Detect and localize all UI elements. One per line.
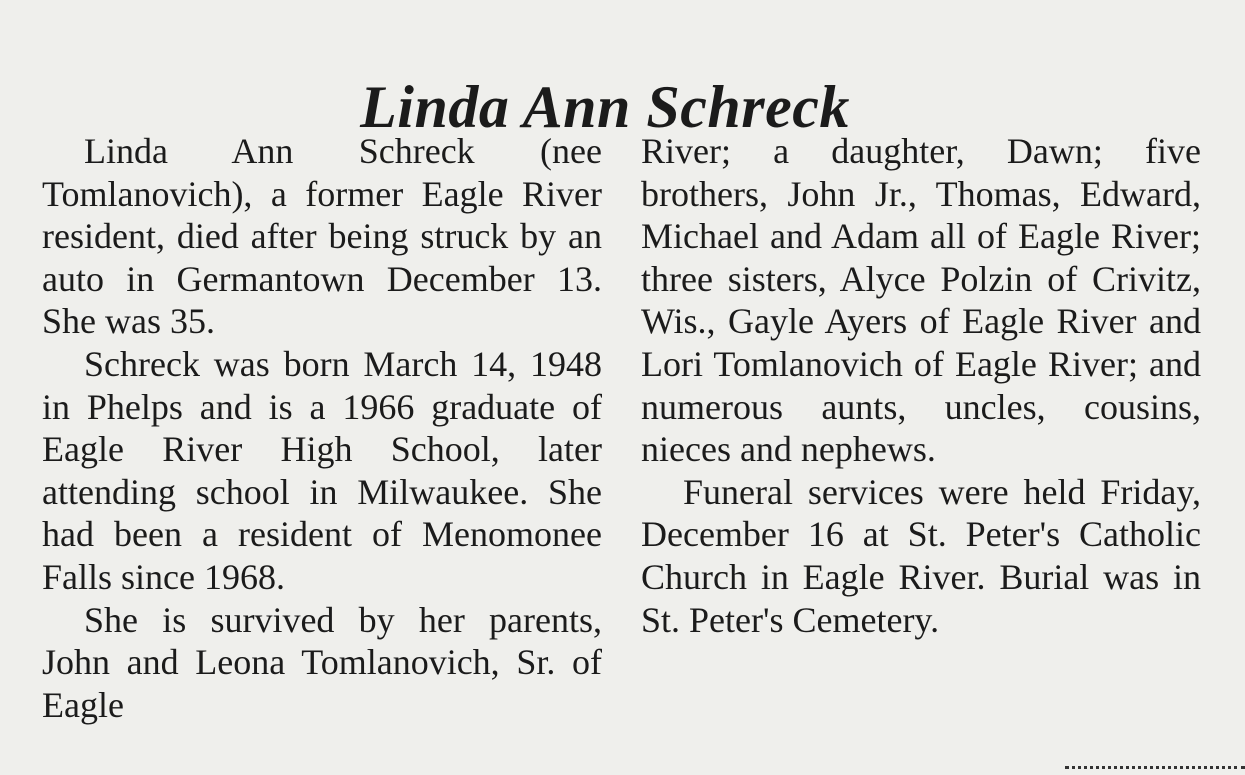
obituary-headline: Linda Ann Schreck [360,74,850,141]
paragraph-survivors-continued: River; a daughter, Dawn; five brothers, John Jr., Thomas, Edward, Michael and Adam all of Eagle River; three sisters, Alyce Polzin of Crivitz, Wis., Gayle Ayers of Eagle River and Lori Tomlanovich of Eagle River; and numerous aunts, uncles, cousins, nieces and nephews. [641,131,1201,470]
dotted-separator [1065,766,1245,773]
paragraph-biography: Schreck was born March 14, 1948 in Phelps and is a 1966 graduate of Eagle River High School, later attending school in Milwaukee. She had been a resident of Menomonee Falls since 1968. [42,343,602,597]
right-column [641,130,1201,641]
paragraph-death-notice: Linda Ann Schreck (nee Tomlanovich), a former Eagle River resident, died after being struck by an auto in Germantown December 13. She was 35. [42,131,602,342]
paragraph-funeral-services: Funeral services were held Friday, December 16 at St. Peter's Catholic Church in Eagle River. Burial was in St. Peter's Cemetery. [641,471,1201,640]
left-column [42,130,602,726]
paragraph-survivors-start: She is survived by her parents, John and Leona Tomlanovich, Sr. of Eagle [42,599,602,725]
